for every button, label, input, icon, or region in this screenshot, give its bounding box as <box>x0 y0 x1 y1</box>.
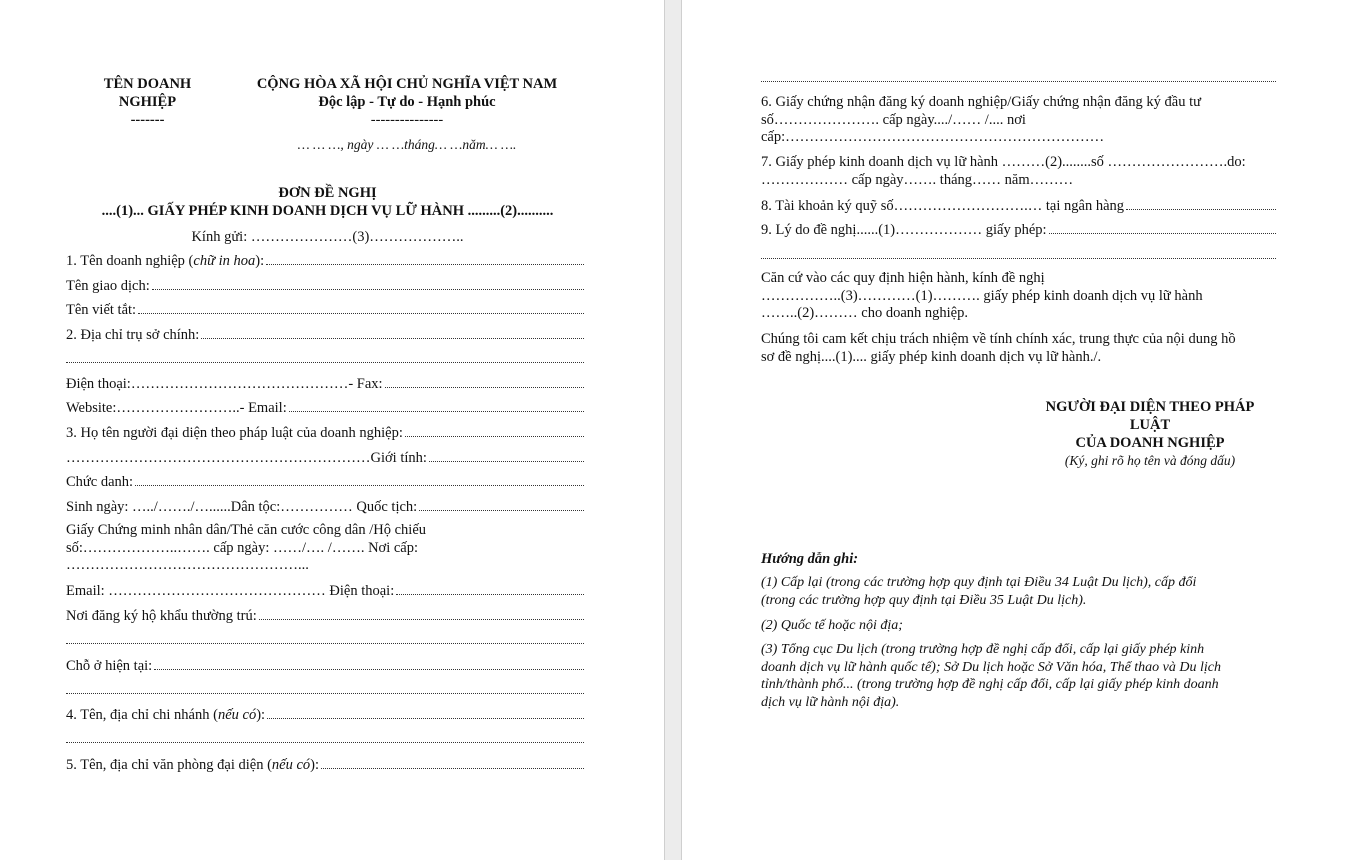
company-name-line2: NGHIỆP <box>118 94 177 110</box>
email-blank[interactable] <box>289 399 584 412</box>
phone-blank[interactable] <box>396 582 584 595</box>
company-name-blank[interactable] <box>266 252 584 265</box>
permanent-residence-field[interactable] <box>66 607 584 625</box>
guide1-line1: (1) Cấp lại (trong các trường hợp quy định tại Điều 34 Luật Du lịch), cấp đổi <box>761 575 1197 590</box>
form-title <box>40 184 615 220</box>
id-line3: …………………………………………... <box>66 557 309 573</box>
fax-blank[interactable] <box>385 375 584 388</box>
escrow-account-label: 8. Tài khoản ký quỹ số……………………….… tại ngân hàng <box>761 198 1125 214</box>
head-office-blank-2[interactable] <box>66 362 584 363</box>
republic-heading: CỘNG HÒA XÃ HỘI CHỦ NGHĨA VIỆT NAM <box>256 76 558 92</box>
commitment-paragraph <box>761 331 1321 366</box>
document-page-2 <box>682 0 1348 860</box>
current-residence-label: Chỗ ở hiện tại: <box>66 658 153 674</box>
title-line2: ....(1)... GIẤY PHÉP KINH DOANH DỊCH VỤ LỮ HÀNH .........(2).......... <box>101 203 554 219</box>
trade-name-field[interactable] <box>66 277 584 295</box>
email-phone-label: Email: ……………………………………… Điện thoại: <box>66 583 395 599</box>
page-gutter <box>664 0 682 860</box>
guide3-line2: doanh dịch vụ lữ hành quốc tế); Sở Du lịch hoặc Sở Văn hóa, Thể thao và Du lịch <box>761 659 1222 675</box>
birth-ethnic-nationality-field[interactable] <box>66 498 584 516</box>
branch-blank-2[interactable] <box>66 742 584 743</box>
business-registration-field[interactable] <box>761 94 1301 147</box>
guide-note-2: (2) Quốc tế hoặc nội địa; <box>761 618 903 633</box>
permanent-residence-blank-2[interactable] <box>66 643 584 644</box>
signature-title-line3: CỦA DOANH NGHIỆP <box>1075 435 1225 451</box>
company-divider: ------- <box>130 112 165 128</box>
nationality-blank[interactable] <box>419 498 584 511</box>
guide-title: Hướng dẫn ghi: <box>761 551 859 567</box>
guide3-line4: dịch vụ lữ hành nội địa). <box>761 694 900 710</box>
guide1-line2: (trong các trường hợp quy định tại Điều 35 Luật Du lịch). <box>761 592 1087 608</box>
representative-field[interactable] <box>66 424 584 442</box>
f6-line1: 6. Giấy chứng nhận đăng ký doanh nghiệp/Giấy chứng nhận đăng ký đầu tư <box>761 94 1201 110</box>
f7-line1: 7. Giấy phép kinh doanh dịch vụ lữ hành ………(2)........số …………………….do: <box>761 154 1246 170</box>
guide3-line1: (3) Tổng cục Du lịch (trong trường hợp đề nghị cấp đổi, cấp lại giấy phép kinh <box>761 642 1205 657</box>
signature-title-line2: LUẬT <box>1129 417 1171 433</box>
reason-blank-2[interactable] <box>761 258 1276 259</box>
f6-line2: số…………………. cấp ngày..../…… /.... nơi <box>761 111 1026 128</box>
birth-ethnic-nationality-label: Sinh ngày: …../……./…......Dân tộc:…………… Quốc tịch: <box>66 499 418 515</box>
email-phone-field[interactable] <box>66 582 584 600</box>
document-page-1 <box>0 0 664 860</box>
id-document-field[interactable] <box>66 522 606 575</box>
bank-blank[interactable] <box>1126 197 1276 210</box>
short-name-label: Tên viết tắt: <box>66 302 137 318</box>
website-email-field[interactable] <box>66 399 584 417</box>
company-name-label: 1. Tên doanh nghiệp (chữ in hoa): <box>66 253 265 269</box>
rep-office-blank[interactable] <box>321 756 584 769</box>
head-office-label: 2. Địa chỉ trụ sở chính: <box>66 327 200 343</box>
company-name-field[interactable] <box>66 252 584 270</box>
motto-divider: --------------- <box>370 112 444 128</box>
position-field[interactable] <box>66 473 584 491</box>
motto: Độc lập - Tự do - Hạnh phúc <box>318 94 496 110</box>
basis-line2: ……………..(3)…………(1)………. giấy phép kinh doanh dịch vụ lữ hành <box>761 287 1203 304</box>
position-blank[interactable] <box>135 473 584 486</box>
representative-blank[interactable] <box>405 424 584 437</box>
basis-line3: ……..(2)……… cho doanh nghiệp. <box>761 305 968 321</box>
signature-note: (Ký, ghi rõ họ tên và đóng dấu) <box>1064 453 1236 468</box>
signature-block <box>1000 398 1300 470</box>
gender-label: ………………………………………………………Giới tính: <box>66 450 427 466</box>
current-residence-blank[interactable] <box>154 657 584 670</box>
reason-label: 9. Lý do đề nghị......(1)……………… giấy phép: <box>761 222 1047 238</box>
current-residence-field[interactable] <box>66 657 584 675</box>
recipient-line: Kính gửi: …………………(3)……………….. <box>191 229 464 245</box>
title-line1: ĐƠN ĐỀ NGHỊ <box>278 185 377 201</box>
gender-blank[interactable] <box>429 449 584 462</box>
website-email-label: Website:……………………..- Email: <box>66 400 287 416</box>
guide-note-3 <box>761 641 1341 711</box>
permanent-residence-blank[interactable] <box>259 607 584 620</box>
representative-label: 3. Họ tên người đại diện theo pháp luật của doanh nghiệp: <box>66 425 403 441</box>
id-line2: số:………………..……. cấp ngày: ……/…. /……. Nơi cấp: <box>66 539 419 556</box>
guide-note-1 <box>761 574 1321 609</box>
branch-label: 4. Tên, địa chỉ chi nhánh (nếu có): <box>66 707 266 723</box>
guide3-line3: tỉnh/thành phố... (trong trường hợp đề nghị cấp đổi, cấp lại giấy phép kinh doanh <box>761 677 1219 692</box>
branch-field[interactable] <box>66 706 584 724</box>
head-office-field[interactable] <box>66 326 584 344</box>
signature-title-line1: NGƯỜI ĐẠI DIỆN THEO PHÁP <box>1045 399 1255 415</box>
company-name-line1: TÊN DOANH <box>103 76 192 92</box>
escrow-account-field[interactable] <box>761 197 1276 215</box>
rep-office-label: 5. Tên, địa chỉ văn phòng đại diện (nếu có): <box>66 757 320 773</box>
branch-blank[interactable] <box>267 706 584 719</box>
company-name-header <box>80 75 215 129</box>
national-header <box>232 75 582 129</box>
basis-paragraph <box>761 270 1301 323</box>
f6-line3: cấp:………………………………………………………… <box>761 129 1105 145</box>
position-label: Chức danh: <box>66 474 134 490</box>
trade-name-blank[interactable] <box>152 277 584 290</box>
short-name-blank[interactable] <box>138 301 584 314</box>
gender-field[interactable] <box>66 449 584 467</box>
date-line: … … …, ngày … …tháng… …năm… …. <box>297 137 517 152</box>
travel-license-field[interactable] <box>761 154 1301 189</box>
reason-field[interactable] <box>761 221 1276 239</box>
trade-name-label: Tên giao dịch: <box>66 278 150 294</box>
phone-fax-label: Điện thoại:………………………………………- Fax: <box>66 376 383 392</box>
permanent-residence-label: Nơi đăng ký hộ khẩu thường trú: <box>66 608 257 624</box>
head-office-blank[interactable] <box>201 326 584 339</box>
rep-office-blank-2[interactable] <box>761 81 1276 82</box>
phone-fax-field[interactable] <box>66 375 584 393</box>
basis-line1: Căn cứ vào các quy định hiện hành, kính đề nghị <box>761 270 1045 286</box>
id-line1: Giấy Chứng minh nhân dân/Thẻ căn cước công dân /Hộ chiếu <box>66 522 427 538</box>
short-name-field[interactable] <box>66 301 584 319</box>
commit-line1: Chúng tôi cam kết chịu trách nhiệm về tính chính xác, trung thực của nội dung hồ <box>761 331 1236 347</box>
f7-line2: ……………… cấp ngày……. tháng…… năm……… <box>761 171 1074 188</box>
current-residence-blank-2[interactable] <box>66 693 584 694</box>
reason-blank[interactable] <box>1049 221 1276 234</box>
commit-line2: sơ đề nghị....(1).... giấy phép kinh doanh dịch vụ lữ hành./. <box>761 348 1102 365</box>
rep-office-field[interactable] <box>66 756 584 774</box>
